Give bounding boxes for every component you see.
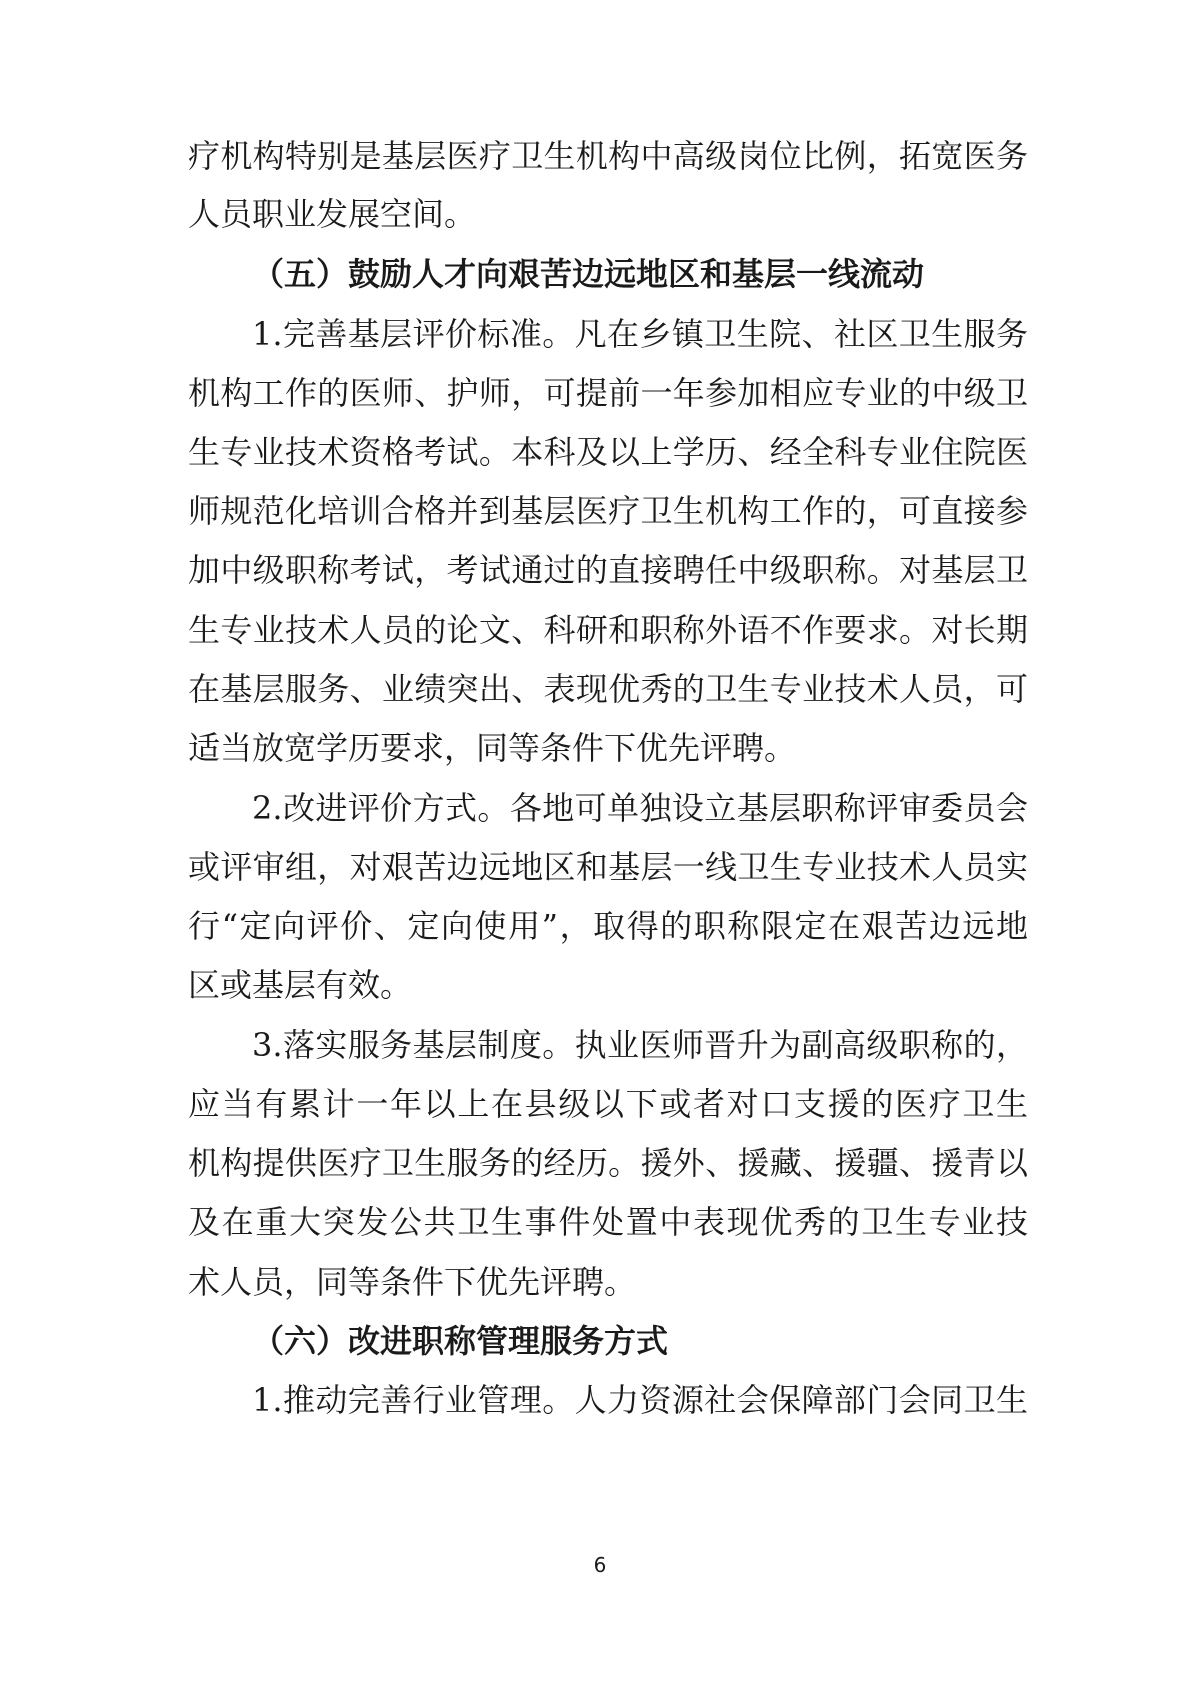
body-text-line: 疗机构特别是基层医疗卫生机构中高级岗位比例，拓宽医务 <box>188 137 1028 175</box>
body-text-line: 机构提供医疗卫生服务的经历。援外、援藏、援疆、援青以 <box>188 1144 1028 1182</box>
section-heading: （六）改进职称管理服务方式 <box>252 1322 669 1360</box>
body-text-line: 2.改进评价方式。各地可单独设立基层职称评审委员会 <box>252 789 1028 827</box>
section-heading: （五）鼓励人才向艰苦边远地区和基层一线流动 <box>252 255 925 293</box>
body-text-line: 在基层服务、业绩突出、表现优秀的卫生专业技术人员，可 <box>188 670 1028 708</box>
body-text-line: 及在重大突发公共卫生事件处置中表现优秀的卫生专业技 <box>188 1203 1028 1241</box>
body-text-line: 生专业技术资格考试。本科及以上学历、经全科专业住院医 <box>188 433 1028 471</box>
body-text-line: 生专业技术人员的论文、科研和职称外语不作要求。对长期 <box>188 611 1028 649</box>
body-text-line: 应当有累计一年以上在县级以下或者对口支援的医疗卫生 <box>188 1085 1028 1123</box>
body-text-line: 术人员，同等条件下优先评聘。 <box>188 1263 637 1301</box>
body-text-line: 适当放宽学历要求，同等条件下优先评聘。 <box>188 729 797 767</box>
body-text-line: 加中级职称考试，考试通过的直接聘任中级职称。对基层卫 <box>188 551 1028 589</box>
body-text-line: 师规范化培训合格并到基层医疗卫生机构工作的，可直接参 <box>188 492 1028 530</box>
body-text-line: 区或基层有效。 <box>188 966 413 1004</box>
page-number: 6 <box>593 1553 607 1577</box>
body-text-line: 或评审组，对艰苦边远地区和基层一线卫生专业技术人员实 <box>188 848 1028 886</box>
body-text-line: 1.推动完善行业管理。人力资源社会保障部门会同卫生 <box>252 1381 1028 1419</box>
body-text-line: 行“定向评价、定向使用”，取得的职称限定在艰苦边远地 <box>188 907 1028 945</box>
body-text-line: 人员职业发展空间。 <box>188 195 477 233</box>
body-text-line: 3.落实服务基层制度。执业医师晋升为副高级职称的， <box>252 1026 1028 1064</box>
body-text-line: 机构工作的医师、护师，可提前一年参加相应专业的中级卫 <box>188 374 1028 412</box>
body-text-line: 1.完善基层评价标准。凡在乡镇卫生院、社区卫生服务 <box>252 315 1028 353</box>
